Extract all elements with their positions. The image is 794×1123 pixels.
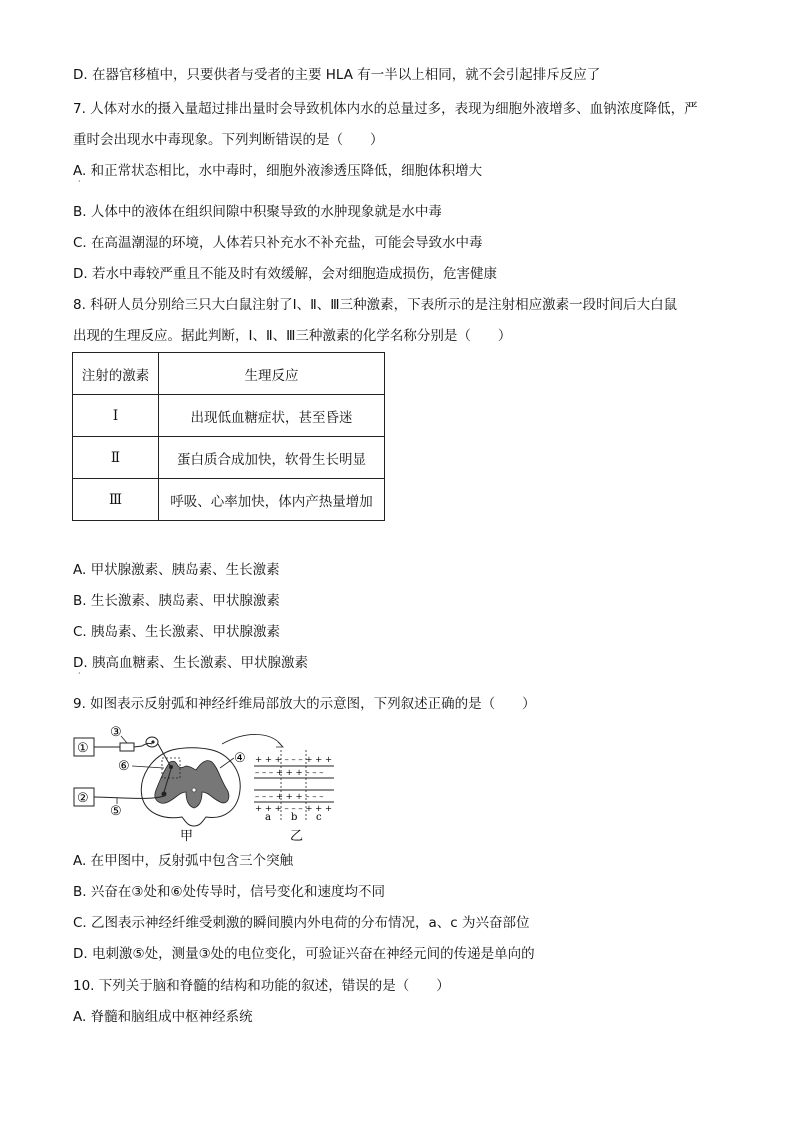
central-canal (192, 788, 196, 792)
charge-row-top-inner: – – – + + + – – – (255, 768, 324, 778)
charge-row-bottom-outer: + + + – – – + + + (255, 804, 333, 814)
label-1: ① (77, 741, 89, 756)
label-6: ⑥ (118, 759, 130, 774)
question-9-option-b: B. 兴奋在③处和⑥处传导时，信号变化和速度均不同 (73, 884, 386, 900)
zoom-arrow (222, 734, 282, 746)
table-header-cell: 注射的激素 (73, 353, 159, 395)
question-7-option-c: C. 在高温潮湿的环境，人体若只补充水不补充盐，可能会导致水中毒 (73, 235, 483, 251)
question-8-stem-line-2: 出现的生理反应。据此判断，Ⅰ、Ⅱ、Ⅲ三种激素的化学名称分别是（ ） (73, 328, 512, 344)
table-row (73, 437, 385, 479)
question-8-stem-line-1: 8. 科研人员分别给三只大白鼠注射了Ⅰ、Ⅱ、Ⅲ三种激素，下表所示的是注射相应激素一段时间后大白鼠 (73, 297, 678, 313)
table-header-cell: 生理反应 (159, 353, 385, 395)
caption-jia: 甲 (180, 829, 194, 844)
table-cell-hormone: Ⅱ (73, 437, 159, 479)
label-4: ④ (234, 751, 246, 766)
segment-label-b: b (291, 812, 298, 823)
question-7-option-a: A. 和正常状态相比，水中毒时，细胞外液渗透压降低，细胞体积增大 (73, 163, 483, 179)
question-8-option-b: B. 生长激素、胰岛素、甲状腺激素 (73, 593, 280, 609)
mark-dot: · (78, 669, 81, 678)
caption-yi: 乙 (290, 829, 304, 844)
table-header-row (73, 353, 385, 395)
reflex-arc-figure (72, 722, 362, 847)
charge-row-top-outer: + + + – – – + + + (255, 755, 333, 765)
table-cell-hormone: Ⅲ (73, 479, 159, 521)
question-9-option-d: D. 电刺激⑤处，测量③处的电位变化，可验证兴奋在神经元间的传递是单向的 (73, 946, 535, 962)
table-row (73, 479, 385, 521)
question-8-option-a: A. 甲状腺激素、胰岛素、生长激素 (73, 562, 280, 578)
segment-label-a: a (265, 812, 271, 823)
question-8-option-c: C. 胰岛素、生长激素、甲状腺激素 (73, 624, 281, 640)
table-row (73, 395, 385, 437)
label-3: ③ (110, 725, 122, 740)
hormone-table (72, 352, 385, 521)
afferent-nerve (94, 743, 152, 751)
table-cell-hormone: Ⅰ (73, 395, 159, 437)
question-7-stem-line-1: 7. 人体对水的摄入量超过排出量时会导致机体内水的总量过多，表现为细胞外液增多、血钠浓度降低，严 (73, 101, 698, 117)
motor-neuron (162, 792, 167, 797)
question-6-option-d: D. 在器官移植中，只要供者与受者的主要 HLA 有一半以上相同，就不会引起排斥反应了 (73, 67, 601, 83)
table-cell-reaction: 蛋白质合成加快，软骨生长明显 (159, 437, 385, 479)
charge-row-bottom-inner: – – – + + + – – – (255, 792, 324, 802)
question-7-stem-line-2: 重时会出现水中毒现象。下列判断错误的是（ ） (73, 132, 384, 148)
question-7-option-b: B. 人体中的液体在组织间隙中积聚导致的水肿现象就是水中毒 (73, 204, 442, 220)
question-9-option-a: A. 在甲图中，反射弧中包含三个突触 (73, 853, 294, 869)
table-cell-reaction: 呼吸、心率加快，体内产热量增加 (159, 479, 385, 521)
question-9-option-c: C. 乙图表示神经纤维受刺激的瞬间膜内外电荷的分布情况，a、c 为兴奋部位 (73, 915, 530, 931)
ganglion-cell (151, 740, 154, 743)
label-2: ② (77, 791, 89, 806)
question-7-option-d: D. 若水中毒较严重且不能及时有效缓解，会对细胞造成损伤，危害健康 (73, 266, 497, 282)
pointer-3 (121, 736, 127, 743)
question-10-stem: 10. 下列关于脑和脊髓的结构和功能的叙述，错误的是（ ） (73, 978, 450, 994)
mark-dot: · (78, 177, 81, 186)
label-5: ⑤ (110, 804, 122, 819)
question-9-stem: 9. 如图表示反射弧和神经纤维局部放大的示意图，下列叙述正确的是（ ） (73, 696, 536, 712)
question-10-option-a: A. 脊髓和脑组成中枢神经系统 (73, 1009, 253, 1025)
segment-label-c: c (316, 812, 322, 823)
question-8-option-d: D. 胰高血糖素、生长激素、甲状腺激素 (73, 655, 308, 671)
table-cell-reaction: 出现低血糖症状，甚至昏迷 (159, 395, 385, 437)
